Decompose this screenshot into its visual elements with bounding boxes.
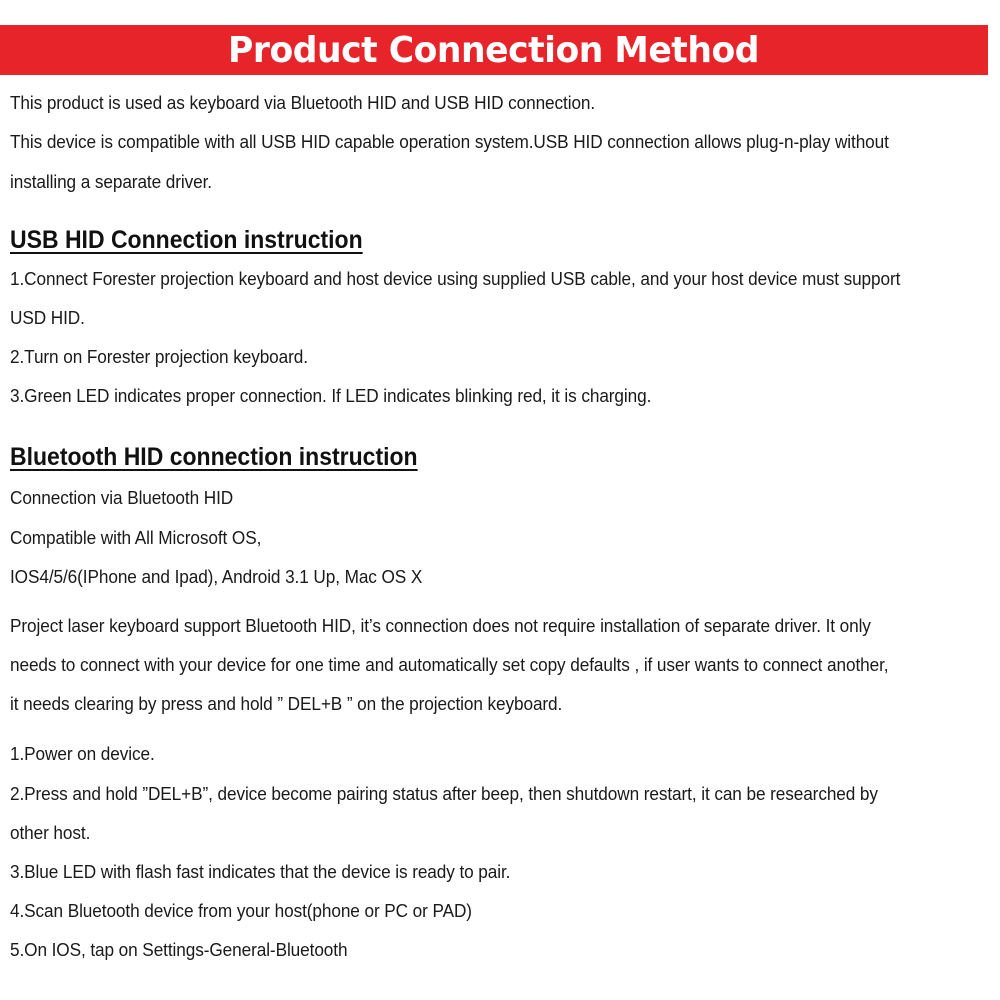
bluetooth-compat-line: Compatible with All Microsoft OS, [10, 527, 262, 548]
title-banner [0, 25, 988, 75]
bluetooth-step-line: other host. [10, 822, 91, 843]
usb-instruction-line: 3.Green LED indicates proper connection. If LED indicates blinking red, it is charging. [10, 385, 652, 406]
bluetooth-step-line: 4.Scan Bluetooth device from your host(phone or PC or PAD) [10, 900, 472, 921]
usb-instruction-line: 2.Turn on Forester projection keyboard. [10, 346, 308, 367]
bluetooth-description-line: needs to connect with your device for one time and automatically set copy defaults , if user wants to connect another, [10, 654, 889, 675]
usb-instruction-line: USD HID. [10, 307, 85, 328]
intro-line: This product is used as keyboard via Bluetooth HID and USB HID connection. [10, 92, 596, 113]
bluetooth-step-line: 5.On IOS, tap on Settings-General-Bluetooth [10, 939, 348, 960]
bluetooth-step-line: 1.Power on device. [10, 743, 155, 764]
bluetooth-section-heading: Bluetooth HID connection instruction [10, 443, 418, 471]
intro-line: installing a separate driver. [10, 171, 212, 192]
bluetooth-description-line: Project laser keyboard support Bluetooth HID, it’s connection does not require installation of separate driver. It only [10, 615, 871, 636]
bluetooth-compat-line: IOS4/5/6(IPhone and Ipad), Android 3.1 Up, Mac OS X [10, 566, 423, 587]
usb-instruction-line: 1.Connect Forester projection keyboard and host device using supplied USB cable, and your host device must support [10, 268, 901, 289]
bluetooth-description-line: it needs clearing by press and hold ” DEL+B ” on the projection keyboard. [10, 693, 563, 714]
usb-section-heading: USB HID Connection instruction [10, 226, 363, 254]
bluetooth-compat-line: Connection via Bluetooth HID [10, 487, 234, 508]
page-title: Product Connection Method [228, 29, 760, 71]
bluetooth-step-line: 2.Press and hold ”DEL+B”, device become pairing status after beep, then shutdown restart, it can be researched by [10, 783, 878, 804]
intro-line: This device is compatible with all USB HID capable operation system.USB HID connection allows plug-n-play without [10, 131, 889, 152]
bluetooth-step-line: 3.Blue LED with flash fast indicates that the device is ready to pair. [10, 861, 511, 882]
